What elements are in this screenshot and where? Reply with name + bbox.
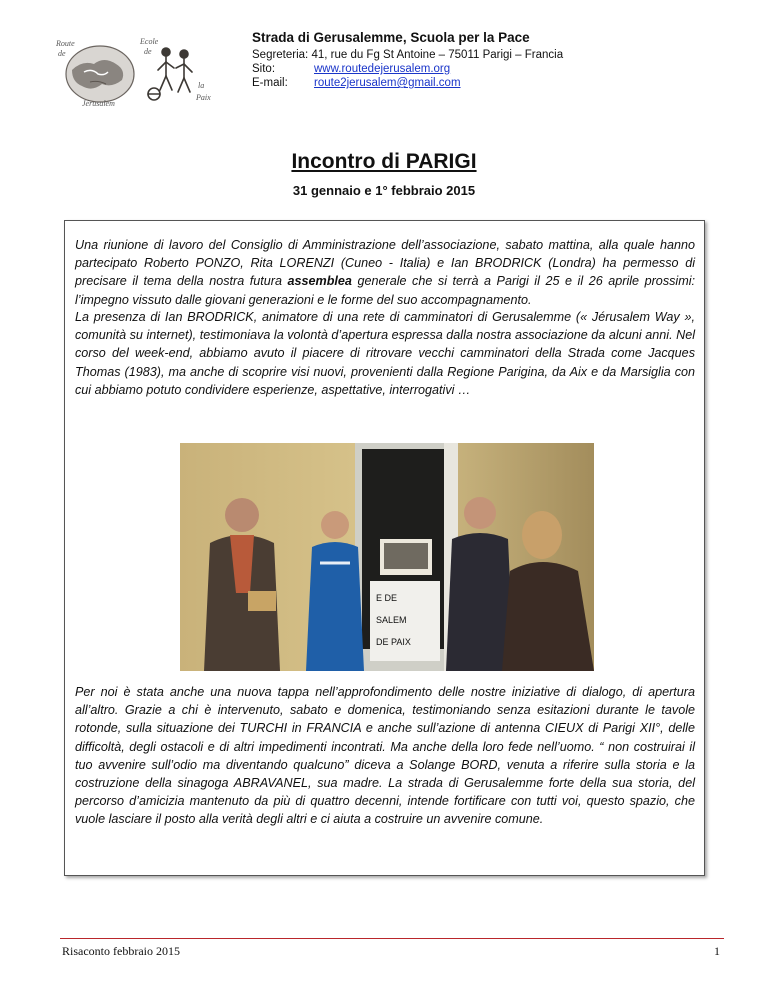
organization-name: Strada di Gerusalemme, Scuola per la Pace: [252, 30, 530, 45]
document-title: Incontro di PARIGI: [291, 150, 477, 173]
svg-text:Jérusalem: Jérusalem: [82, 99, 115, 108]
paragraph-3: Per noi è stata anche una nuova tappa nell’approfondimento delle nostre iniziative di dialogo, di apertura all’altro. Grazie a chi è intervenuto, sabato e domenica, testimoniando senza esitazioni durante le tavole rotonde, sulla situazione dei TURCHI in FRANCIA e anche sull’azione di antenna CIEUX di Parigi XII°, delle difficoltà, degli ostacoli e di altri impedimenti incontrati. Ma anche della loro fede nell’uomo. “ non costruirai il tuo avvenire sull’odio ma diventando qualcuno” diceva a Solange BORD, venuta a riferire sulla storia e la costruzione della sinagoga ABRAVANEL, sua madre. La strada di Gerusalemme forte della sua storia, del percorso d’amicizia mantenuto da più di quattro decenni, intende fortificare con tutti voi, questo spazio, che vuole lasciare il posto alla verità degli altri e ci aiuta a costruire un avvenire comune.: [75, 685, 695, 827]
article-box: [64, 220, 705, 876]
poster-text-1: E DE: [376, 593, 398, 603]
footer-rule: [60, 938, 724, 939]
svg-text:Ecole: Ecole: [140, 37, 159, 46]
paragraph-1-text-start: Una riunione di lavoro del Consiglio di Amministrazione dell’associazione, sabato mattina, alla quale hanno partecipato Roberto PONZO, Rita LORENZI (Cuneo - Italia) e Ian BRODRICK (Londra) ha permesso di precisare il tema della nostra futura: [75, 238, 695, 289]
poster-text-2: SALEM: [376, 615, 407, 625]
svg-text:Route: Route: [56, 39, 75, 48]
paragraph-1-text-end: generale che si terrà a Parigi il 25 e il 26 aprile prossimi: l’impegno vissuto dalle giovani generazioni e le forme del suo accompagnamento.: [75, 274, 695, 307]
poster-text-3: DE PAIX: [376, 637, 411, 647]
svg-text:Paix: Paix: [196, 93, 211, 102]
page-number: 1: [714, 944, 720, 958]
footer-report-label: Risaconto febbraio 2015: [62, 944, 180, 958]
svg-text:la: la: [198, 81, 205, 90]
website-label: Sito:: [252, 63, 276, 75]
organization-header: [252, 30, 732, 90]
svg-text:de: de: [58, 49, 66, 58]
paragraph-1-bold-word: assemblea: [287, 274, 352, 289]
association-logo: [38, 30, 228, 108]
meeting-photo: [180, 443, 594, 671]
email-line: [252, 76, 732, 90]
document-date: 31 gennaio e 1° febbraio 2015: [292, 183, 476, 198]
secretariat-address: Segreteria: 41, rue du Fg St Antoine – 75011 Parigi – Francia: [252, 49, 564, 61]
email-link[interactable]: route2jerusalem@gmail.com: [314, 77, 461, 89]
email-label: E-mail:: [252, 77, 288, 89]
website-line: [252, 62, 732, 76]
website-link[interactable]: www.routedejerusalem.org: [314, 63, 451, 75]
svg-text:de: de: [144, 47, 152, 56]
paragraph-1: [75, 236, 695, 309]
paragraph-2: La presenza di Ian BRODRICK, animatore di una rete di camminatori di Gerusalemme (« Jérusalem Way », comunità su internet), testimoniava la volontà d’apertura espressa dalla nostra associazione da alcuni anni. Nel corso del week-end, abbiamo avuto il piacere di ritrovare vecchi camminatori della Strada come Jacques Thomas (1983), ma anche di scoprire visi nuovi, provenienti dalla Regione Parigina, da Aix e da Marsiglia con cui abbiamo potuto condividere esperienze, aspettative, interrogativi …: [75, 310, 695, 397]
